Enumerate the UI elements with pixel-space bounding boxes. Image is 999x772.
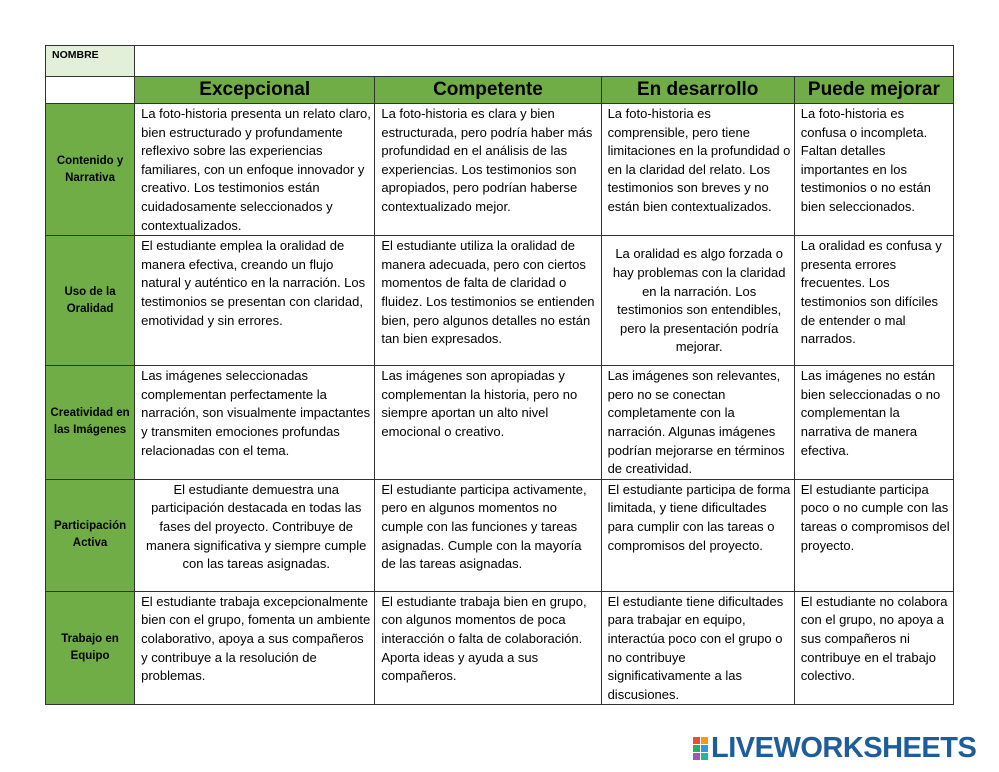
rubric-cell: El estudiante participa poco o no cumple con las tareas o compromisos del proyecto. bbox=[794, 479, 953, 591]
rubric-cell: El estudiante trabaja excepcionalmente bien con el grupo, fomenta un ambiente colaborativo, apoya a sus compañeros y contribuye a la resolución de problemas. bbox=[135, 591, 375, 705]
rubric-cell: La foto-historia presenta un relato claro, bien estructurado y profundamente reflexivo sobre las experiencias familiares, con un enfoque innovador y creativo. Los testimonios están cuidadosamente seleccionados y contextualizados. bbox=[135, 104, 375, 236]
levels-header-row bbox=[46, 77, 954, 104]
rubric-cell: La oralidad es confusa y presenta errores frecuentes. Los testimonios son difíciles de entender o mal narrados. bbox=[794, 236, 953, 366]
criterion-label: Contenido y Narrativa bbox=[46, 104, 135, 236]
liveworksheets-logo-icon bbox=[693, 737, 708, 760]
rubric-cell: Las imágenes seleccionadas complementan perfectamente la narración, son visualmente impactantes y transmiten emociones profundas relacionadas con el tema. bbox=[135, 366, 375, 480]
criterion-label: Uso de la Oralidad bbox=[46, 236, 135, 366]
criterion-label: Participación Activa bbox=[46, 479, 135, 591]
rubric-table bbox=[45, 45, 954, 705]
header-corner bbox=[46, 77, 135, 104]
criterion-row-contenido bbox=[46, 104, 954, 236]
name-row bbox=[46, 46, 954, 77]
logo-block bbox=[701, 753, 708, 760]
rubric-cell: El estudiante emplea la oralidad de manera efectiva, creando un flujo natural y auténtico en la narración. Los testimonios se presentan con claridad, emotividad y sin errores. bbox=[135, 236, 375, 366]
criterion-row-participacion bbox=[46, 479, 954, 591]
logo-block bbox=[693, 737, 700, 744]
rubric-cell: El estudiante trabaja bien en grupo, con algunos momentos de poca interacción o falta de colaboración. Aporta ideas y ayuda a sus compañeros. bbox=[375, 591, 601, 705]
rubric-cell: El estudiante utiliza la oralidad de manera adecuada, pero con ciertos momentos de falta de claridad o fluidez. Los testimonios se entienden bien, pero algunos detalles no están tan bien expresados. bbox=[375, 236, 601, 366]
rubric-cell: El estudiante participa activamente, pero en algunos momentos no cumple con las funciones y tareas asignadas. Cumple con la mayoría de las tareas asignadas. bbox=[375, 479, 601, 591]
rubric-cell: El estudiante participa de forma limitada, y tiene dificultades para cumplir con las tareas o compromisos del proyecto. bbox=[601, 479, 794, 591]
level-header-competente: Competente bbox=[375, 77, 601, 104]
rubric-cell: El estudiante tiene dificultades para trabajar en equipo, interactúa poco con el grupo o no contribuye significativamente a las discusiones. bbox=[601, 591, 794, 705]
logo-block bbox=[701, 737, 708, 744]
criterion-row-creatividad bbox=[46, 366, 954, 480]
criterion-label: Creatividad en las Imágenes bbox=[46, 366, 135, 480]
level-header-excepcional: Excepcional bbox=[135, 77, 375, 104]
criterion-row-trabajo-equipo bbox=[46, 591, 954, 705]
rubric-cell: La foto-historia es comprensible, pero tiene limitaciones en la profundidad o en la claridad del relato. Los testimonios son breves y no están bien contextualizados. bbox=[601, 104, 794, 236]
liveworksheets-logo[interactable] bbox=[693, 733, 976, 763]
level-header-en-desarrollo: En desarrollo bbox=[601, 77, 794, 104]
rubric-cell: El estudiante demuestra una participación destacada en todas las fases del proyecto. Contribuye de manera significativa y siempre cumple con las tareas asignadas. bbox=[135, 479, 375, 591]
rubric-cell: Las imágenes son apropiadas y complementan la historia, pero no siempre aportan un alto nivel emocional o creativo. bbox=[375, 366, 601, 480]
rubric-cell: El estudiante no colabora con el grupo, no apoya a sus compañeros ni contribuye en el trabajo colectivo. bbox=[794, 591, 953, 705]
rubric-cell: Las imágenes no están bien seleccionadas o no complementan la narrativa de manera efectiva. bbox=[794, 366, 953, 480]
rubric-cell: La foto-historia es clara y bien estructurada, pero podría haber más profundidad en el análisis de las experiencias. Los testimonios son apropiados, pero podrían haberse contextualizado mejor. bbox=[375, 104, 601, 236]
criterion-label: Trabajo en Equipo bbox=[46, 591, 135, 705]
level-header-puede-mejorar: Puede mejorar bbox=[794, 77, 953, 104]
rubric-cell: Las imágenes son relevantes, pero no se conectan completamente con la narración. Algunas imágenes podrían mejorarse en términos de creatividad. bbox=[601, 366, 794, 480]
name-field[interactable] bbox=[135, 46, 954, 77]
liveworksheets-logo-text: LIVEWORKSHEETS bbox=[711, 731, 977, 764]
name-label: NOMBRE bbox=[46, 46, 135, 77]
logo-block bbox=[693, 745, 700, 752]
logo-block bbox=[693, 753, 700, 760]
rubric-cell: La foto-historia es confusa o incompleta. Faltan detalles importantes en los testimonios o no están bien seleccionados. bbox=[794, 104, 953, 236]
criterion-row-oralidad bbox=[46, 236, 954, 366]
rubric-cell: La oralidad es algo forzada o hay problemas con la claridad en la narración. Los testimonios son entendibles, pero la presentación podría mejorar. bbox=[601, 236, 794, 366]
logo-block bbox=[701, 745, 708, 752]
